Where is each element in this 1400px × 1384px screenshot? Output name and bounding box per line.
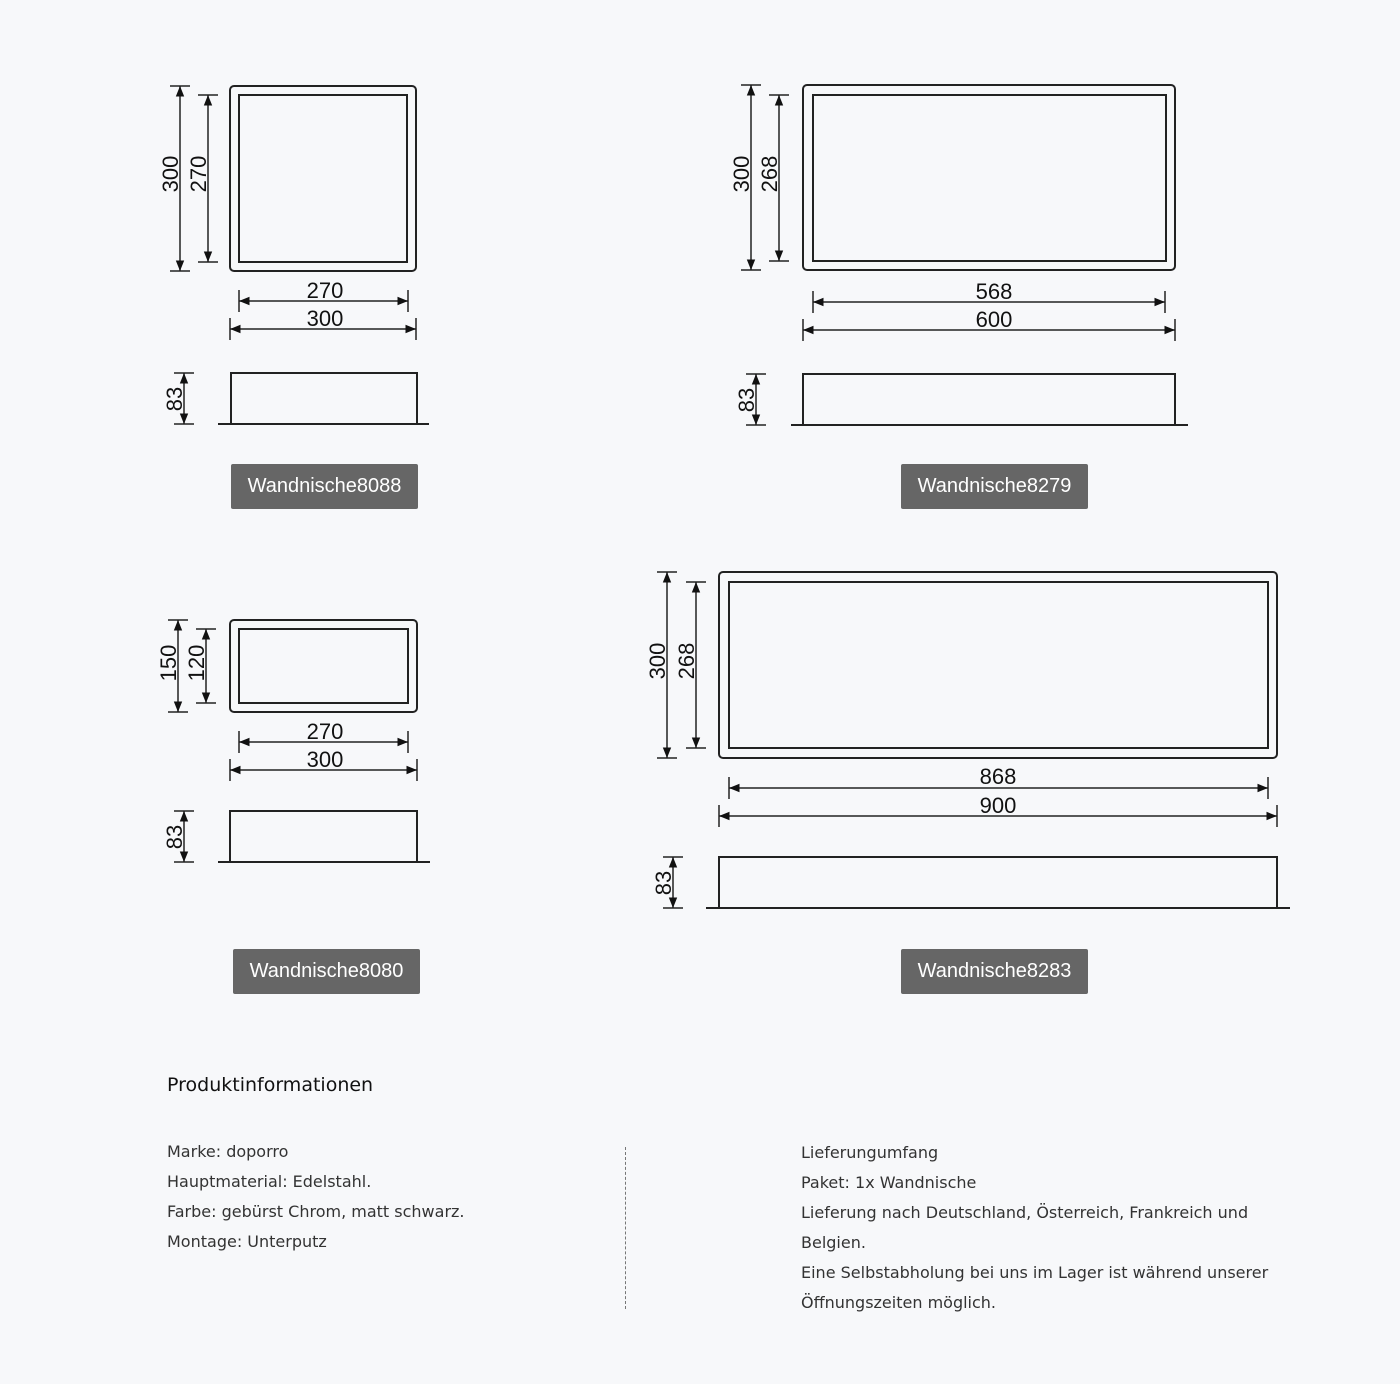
front-outer-frame: [803, 85, 1175, 270]
column-divider: [625, 1147, 626, 1309]
dim-inner-height: 270: [186, 155, 211, 193]
info-mounting: Montage: Unterputz: [167, 1232, 327, 1251]
info-pickup-cont: Öffnungszeiten möglich.: [801, 1293, 997, 1312]
info-delivery-countries-cont: Belgien.: [801, 1233, 866, 1252]
dim-inner-width: 868: [979, 764, 1017, 789]
front-outer-frame: [230, 86, 416, 271]
dim-outer-height: 300: [158, 155, 183, 193]
dim-outer-height: 150: [156, 644, 181, 682]
product-label-wandnische8088: Wandnische8088: [231, 464, 418, 509]
dim-outer-width: 900: [979, 793, 1017, 818]
product-info-left: [167, 1137, 465, 1257]
front-outer-frame: [719, 572, 1277, 758]
dim-outer-height: 300: [729, 155, 754, 193]
drawing-wandnische8283: [657, 572, 1290, 908]
product-label-wandnische8283: Wandnische8283: [901, 949, 1088, 994]
dim-outer-width: 300: [306, 306, 344, 331]
info-delivery-countries: Lieferung nach Deutschland, Österreich, Frankreich und: [801, 1203, 1249, 1222]
dim-inner-height: 120: [184, 644, 209, 682]
front-inner-opening: [729, 582, 1268, 748]
product-label-wandnische8080: Wandnische8080: [233, 949, 420, 994]
side-profile: [803, 374, 1175, 425]
dim-depth: 83: [162, 386, 187, 412]
side-profile: [719, 857, 1277, 908]
side-profile: [231, 373, 417, 424]
dim-depth: 83: [162, 824, 187, 850]
dim-outer-height: 300: [645, 642, 670, 680]
dim-depth: 83: [734, 387, 759, 413]
info-material: Hauptmaterial: Edelstahl.: [167, 1172, 372, 1191]
side-profile: [230, 811, 417, 862]
info-package: Paket: 1x Wandnische: [801, 1173, 977, 1192]
front-inner-opening: [239, 629, 408, 703]
dim-inner-width: 568: [975, 279, 1013, 304]
dim-inner-height: 268: [674, 642, 699, 680]
front-inner-opening: [239, 95, 407, 262]
dim-depth: 83: [651, 870, 676, 896]
info-delivery-heading: Lieferungumfang: [801, 1143, 939, 1162]
info-color: Farbe: gebürst Chrom, matt schwarz.: [167, 1202, 465, 1221]
dim-inner-height: 268: [757, 155, 782, 193]
dim-outer-width: 300: [306, 747, 344, 772]
product-info-title: Produktinformationen: [167, 1074, 374, 1096]
front-outer-frame: [230, 620, 417, 712]
product-label-wandnische8279: Wandnische8279: [901, 464, 1088, 509]
product-info-right: [801, 1138, 1268, 1318]
drawing-wandnische8088: [170, 86, 429, 424]
dim-inner-width: 270: [306, 278, 344, 303]
info-pickup: Eine Selbstabholung bei uns im Lager ist während unserer: [801, 1263, 1269, 1282]
front-inner-opening: [813, 95, 1166, 261]
drawing-wandnische8279: [741, 85, 1188, 425]
info-brand: Marke: doporro: [167, 1142, 289, 1161]
dim-outer-width: 600: [975, 307, 1013, 332]
dim-inner-width: 270: [306, 719, 344, 744]
